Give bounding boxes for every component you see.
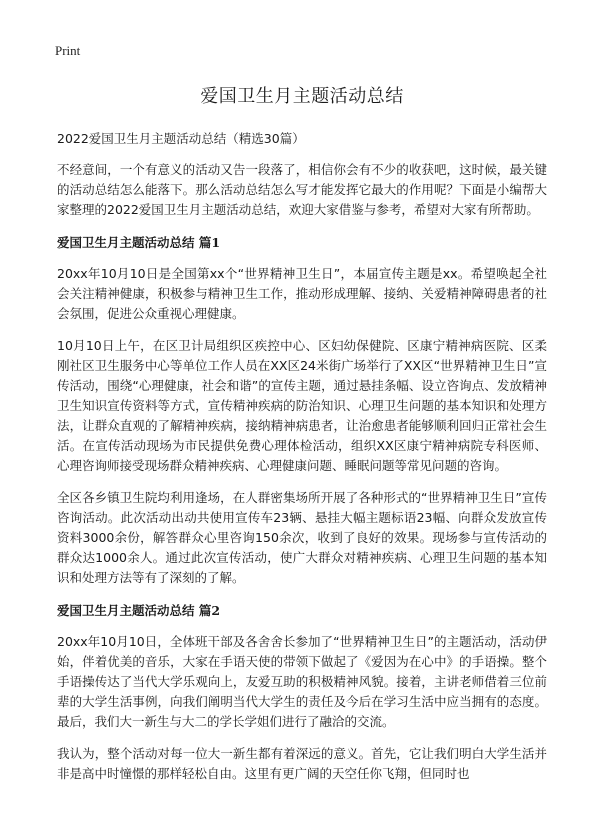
paragraph: 20xx年10月10日，全体班干部及各舍舍长参加了“世界精神卫生日”的主题活动，活动伊始，伴着优美的音乐，大家在手语天使的带领下做起了《爱因为在心中》的手语操。整个手语操传达了当代大学乐观向上，友爱互助的积极精神风貌。接着，主讲老师借着三位前辈的大学生活事例，向我们阐明当代大学生的责任及今后在学习生活中应当拥有的态度。最后，我们大一新生与大二的学长学姐们进行了融洽的交流。 xyxy=(57,634,547,729)
paragraph: 我认为，整个活动对每一位大一新生都有着深远的意义。首先，它让我们明白大学生活并非是高中时憧憬的那样轻松自由。这里有更广阔的天空任你飞翔，但同时也 xyxy=(57,746,547,781)
page-title: 爱国卫生月主题活动总结 xyxy=(200,86,404,107)
print-link[interactable]: Print xyxy=(55,43,81,58)
intro-paragraph: 不经意间，一个有意义的活动又告一段落了，相信你会有不少的收获吧，这时候，最关键的活动总结怎么能落下。那么活动总结怎么写才能发挥它最大的作用呢？下面是小编帮大家整理的2022爱国卫生月主题活动总结，欢迎大家借鉴与参考，希望对大家有所帮助。 xyxy=(57,162,547,217)
paragraph: 全区各乡镇卫生院均利用逢场，在人群密集场所开展了各种形式的“世界精神卫生日”宣传咨询活动。此次活动出动共使用宣传车23辆、悬挂大幅主题标语23幅、向群众发放宣传资料3000余份，解答群众心里咨询150余次，收到了良好的效果。现场参与宣传活动的群众达1000余人。通过此次宣传活动，使广大群众对精神疾病、心理卫生问题的基本知识和处理方法等有了深刻的了解。 xyxy=(57,490,547,585)
section-heading: 爱国卫生月主题活动总结 篇2 xyxy=(57,603,221,618)
paragraph: 20xx年10月10日是全国第xx个“世界精神卫生日”，本届宣传主题是xx。希望唤起全社会关注精神健康，积极参与精神卫生工作，推动形成理解、接纳、关爱精神障碍患者的社会氛围，促进公众重视心理健康。 xyxy=(57,266,547,321)
document-body xyxy=(57,82,547,796)
section-heading: 爱国卫生月主题活动总结 篇1 xyxy=(57,235,221,250)
paragraph: 10月10日上午，在区卫计局组织区疾控中心、区妇幼保健院、区康宁精神病医院、区柔刚社区卫生服务中心等单位工作人员在XX区24米街广场举行了XX区“世界精神卫生日”宣传活动，围绕“心理健康，社会和谐”的宣传主题，通过悬挂条幅、设立咨询点、发放精神卫生知识宣传资料等方式，宣传精神疾病的防治知识、心理卫生问题的基本知识和处理方法，让群众直观的了解精神疾病，接纳精神病患者，让治愈患者能够顺利回归正常社会生活。在宣传活动现场为市民提供免费心理体检活动，组织XX区康宁精神病院专科医师、心理咨询师接受现场群众精神疾病、心理健康问题、睡眠问题等常见问题的咨询。 xyxy=(57,338,547,473)
subtitle: 2022爱国卫生月主题活动总结（精选30篇） xyxy=(57,131,305,146)
